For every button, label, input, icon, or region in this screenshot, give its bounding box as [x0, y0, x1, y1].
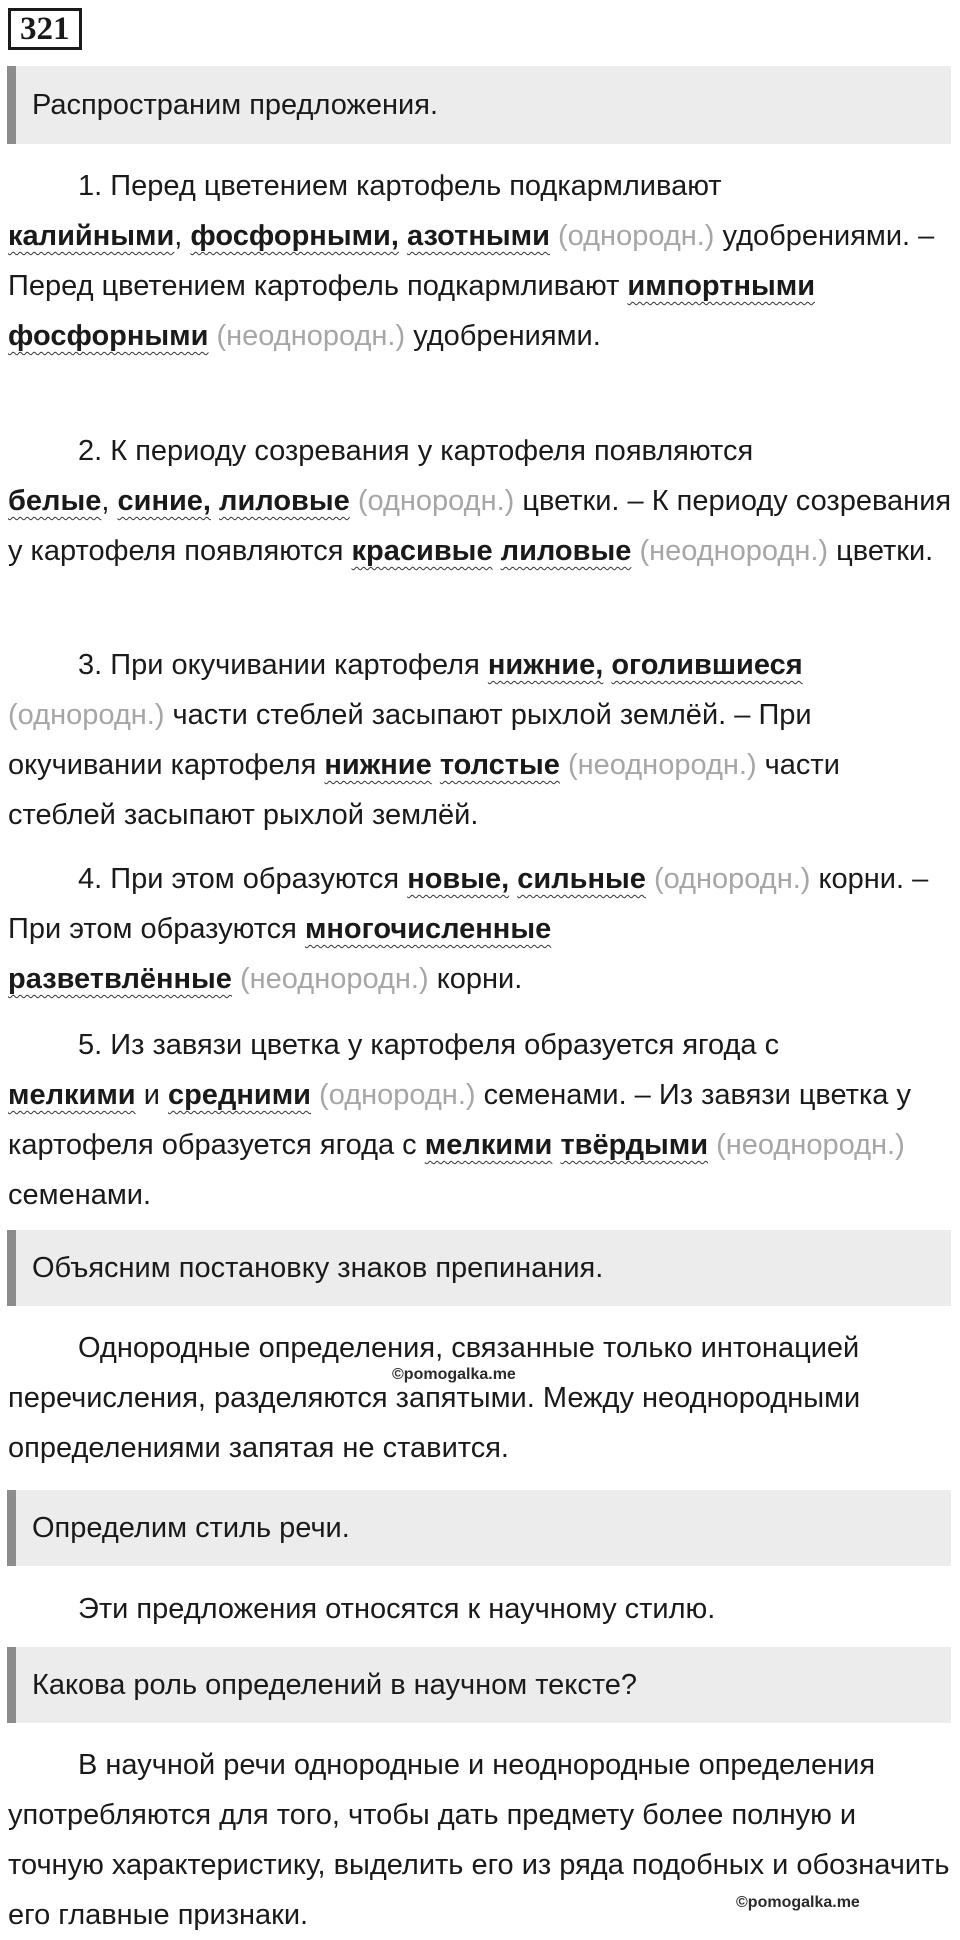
punct-paragraph: Однородные определения, связанные только интонацией перечисления, разделяются запятыми. Между неоднородными определениями запятая не ставится. — [8, 1332, 861, 1464]
hetero-note: (неоднородн.) — [240, 963, 429, 995]
watermark: ©pomogalka.me — [392, 1366, 516, 1383]
section-role-heading: Какова роль определений в научном тексте? — [7, 1647, 951, 1723]
role-paragraph: В научной речи однородные и неоднородные определения употребляются для того, чтобы дать предмету более полную и точную характеристику, выделить его из ряда подобных и обозначить его главные признаки. — [8, 1749, 950, 1931]
homo-note: (однородн.) — [653, 863, 811, 895]
homo-adj: калийными — [8, 220, 175, 252]
section-style-heading: Определим стиль речи. — [7, 1490, 951, 1566]
homo-note: (однородн.) — [8, 699, 165, 731]
hetero-adj: многочисленные — [304, 913, 552, 945]
item-3: 3. При окучивании картофеля нижние, оголившиеся (однородн.) части стеблей засыпают рыхлой землёй. – При окучивании картофеля нижние толстые (неоднородн.) части стеблей засыпают рыхлой землёй. — [8, 649, 840, 831]
homo-adj: мелкими — [8, 1079, 136, 1111]
hetero-adj: мелкими — [424, 1129, 553, 1161]
hetero-adj: нижние — [324, 749, 432, 781]
homo-note: (однородн.) — [319, 1079, 476, 1111]
item-4: 4. При этом образуются новые, сильные (однородн.) корни. – При этом образуются многочисленные разветвлённые (неоднородн.) корни. — [8, 863, 929, 995]
hetero-adj: толстые — [439, 749, 560, 781]
hetero-note: (неоднородн.) — [716, 1129, 905, 1161]
hetero-adj: фосфорными — [8, 320, 209, 352]
item-1: 1. Перед цветением картофель подкармливают калийными, фосфорными, азотными (однородн.) удобрениями. – Перед цветением картофель подкармливают импортными фосфорными (неоднородн.) удобрениями. — [8, 170, 935, 352]
hetero-adj: красивые — [351, 535, 493, 567]
homo-adj: фосфорными, — [190, 220, 399, 252]
homo-note: (однородн.) — [557, 220, 715, 252]
homo-adj: новые, — [407, 863, 510, 895]
homo-adj: оголившиеся — [611, 649, 803, 681]
hetero-note: (неоднородн.) — [567, 749, 757, 781]
homo-adj: средними — [167, 1079, 311, 1111]
homo-note: (однородн.) — [357, 485, 515, 517]
section-expand-heading: Распространим предложения. — [7, 66, 951, 144]
hetero-note: (неоднородн.) — [639, 535, 829, 567]
homo-adj: синие, — [117, 485, 211, 517]
homo-adj: белые — [8, 485, 102, 517]
section-punct-heading: Объясним постановку знаков препинания. — [7, 1230, 951, 1306]
hetero-adj: разветвлённые — [8, 963, 232, 995]
style-paragraph: Эти предложения относятся к научному стилю. — [78, 1593, 716, 1625]
hetero-note: (неоднородн.) — [216, 320, 406, 352]
item-5: 5. Из завязи цветка у картофеля образуется ягода с мелкими и средними (однородн.) семенами. – Из завязи цветка у картофеля образуется ягода с мелкими твёрдыми (неоднородн.) семенами. — [8, 1029, 911, 1211]
homo-adj: лиловые — [219, 485, 350, 517]
homo-adj: нижние, — [487, 649, 604, 681]
watermark: ©pomogalka.me — [736, 1894, 860, 1911]
homo-adj: азотными — [406, 220, 550, 252]
hetero-adj: импортными — [627, 270, 816, 302]
hetero-adj: лиловые — [500, 535, 632, 567]
exercise-number: 321 — [8, 8, 82, 50]
hetero-adj: твёрдыми — [560, 1129, 709, 1161]
homo-adj: сильные — [517, 863, 646, 895]
item-2: 2. К периоду созревания у картофеля появляются белые, синие, лиловые (однородн.) цветки. – К периоду созревания у картофеля появляются красивые лиловые (неоднородн.) цветки. — [8, 435, 952, 567]
